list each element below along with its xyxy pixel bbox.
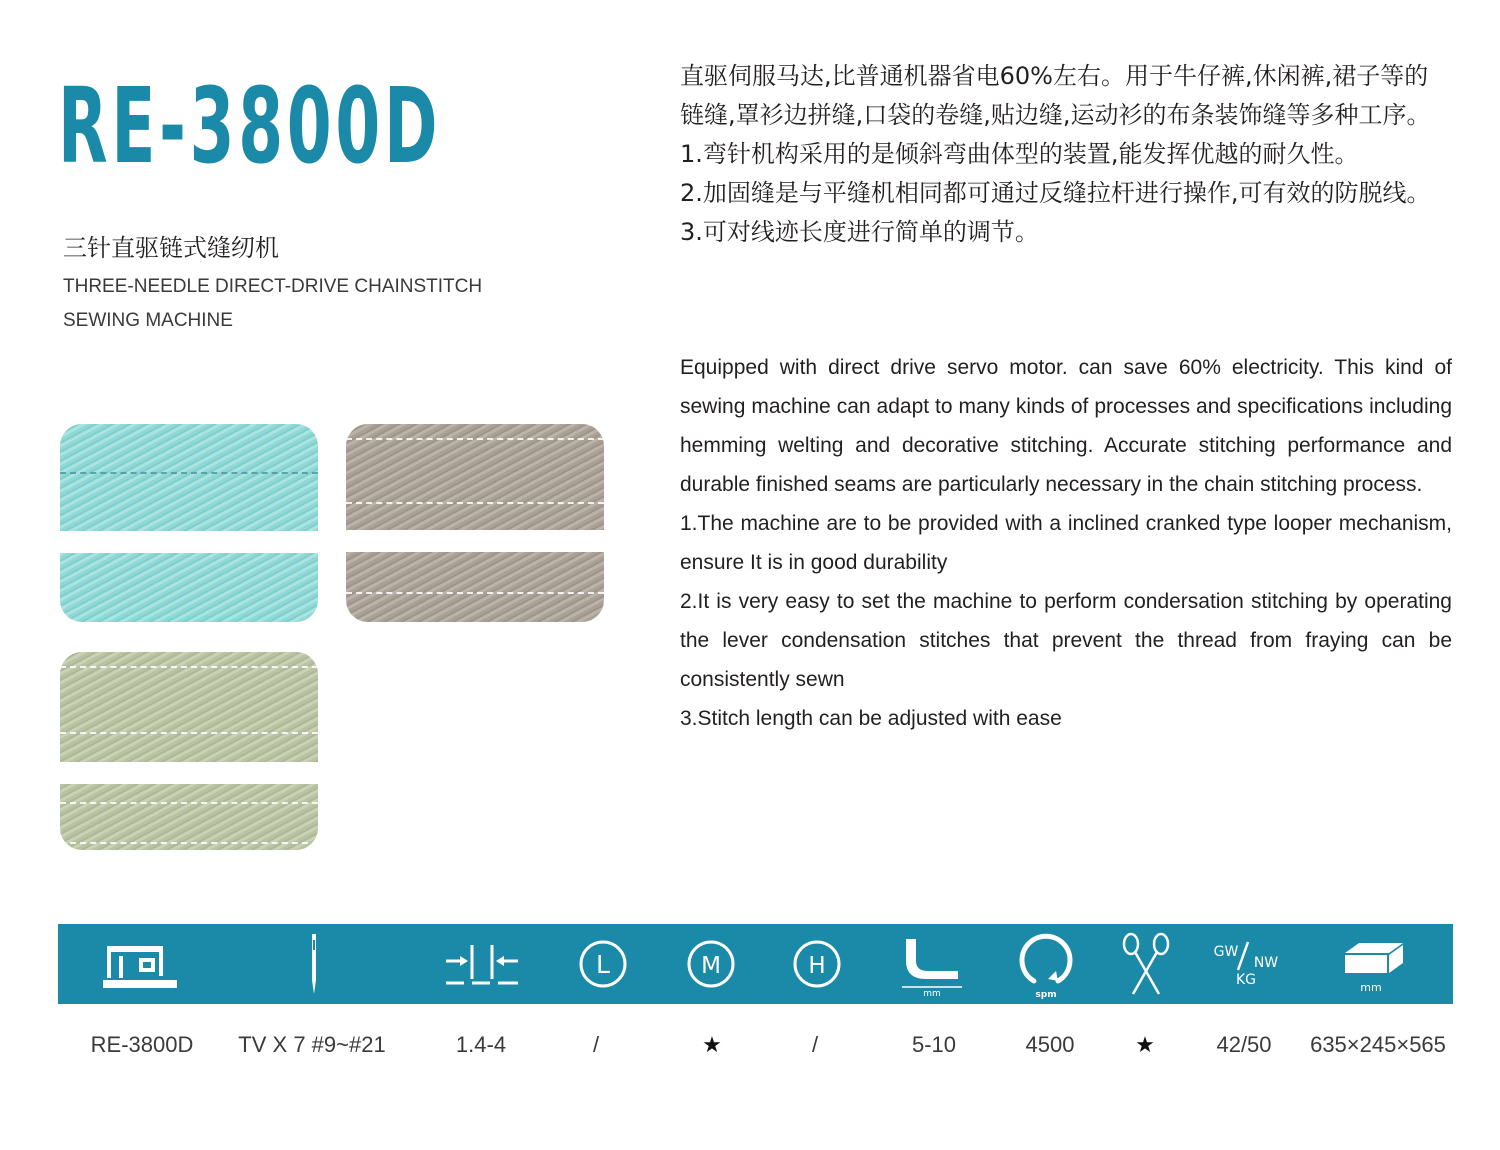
- speed-icon: [1018, 924, 1074, 1004]
- fabric-sample-green: [60, 652, 318, 850]
- description-cn-point-2: 2.加固缝是与平缝机相同都可通过反缝拉杆进行操作,可有效的防脱线。: [680, 179, 1431, 207]
- description-en-intro: Equipped with direct drive servo motor. can save 60% electricity. This kind of sewing machine can adapt to many kinds of processes and specifications including hemming welting and decorative stitching. Accurate stitching performance and durable finished seams are particularly necessary in the chain stitching process.: [680, 356, 1452, 496]
- model-title: RE-3800D: [58, 65, 442, 187]
- spec-dimensions: 635×245×565: [1310, 1032, 1446, 1057]
- light-material-icon: [578, 924, 628, 1004]
- spec-light: /: [592, 1032, 600, 1057]
- weight-nw-label: NW: [1253, 955, 1279, 971]
- medium-material-icon: [686, 924, 736, 1004]
- subtitle-chinese: 三针直驱链式缝纫机: [63, 234, 279, 262]
- description-en-point-1: 1.The machine are to be provided with a inclined cranked type looper mechanism, ensure It is in good durability: [680, 512, 1473, 574]
- heavy-material-icon: [792, 924, 842, 1004]
- spec-medium: ★: [702, 1032, 722, 1057]
- speed-unit: spm: [1035, 990, 1057, 999]
- presser-foot-lift-icon: [900, 924, 964, 1004]
- spec-trimmer: ★: [1135, 1032, 1155, 1057]
- spec-speed: 4500: [1025, 1032, 1075, 1057]
- description-english: [680, 348, 1473, 738]
- weight-gw-label: GW: [1213, 944, 1239, 960]
- subtitle-english: THREE-NEEDLE DIRECT-DRIVE CHAINSTITCH SEWING MACHINE: [63, 276, 483, 331]
- description-en-point-3: 3.Stitch length can be adjusted with ease: [680, 707, 1062, 730]
- spec-weight: 42/50: [1216, 1032, 1272, 1057]
- spec-model: RE-3800D: [90, 1032, 194, 1057]
- spec-icon-bar: [58, 924, 1453, 1004]
- fabric-sample-grey: [346, 424, 604, 622]
- medium-letter: M: [701, 953, 721, 979]
- description-cn-point-1: 1.弯针机构采用的是倾斜弯曲体型的装置,能发挥优越的耐久性。: [680, 140, 1359, 168]
- light-letter: L: [596, 950, 610, 979]
- spec-stitch-length: 1.4-4: [455, 1032, 507, 1057]
- dimensions-unit: mm: [1360, 981, 1382, 993]
- description-cn-intro: 直驱伺服马达,比普通机器省电60%左右。用于牛仔裤,休闲裤,裙子等的链缝,罩衫边拼缝,口袋的卷缝,贴边缝,运动衫的布条装饰缝等多种工序。: [680, 62, 1431, 129]
- sewing-machine-icon: [100, 924, 180, 1004]
- weight-icon: [1208, 924, 1284, 1004]
- stitch-length-icon: [442, 924, 522, 1004]
- dimensions-icon: [1340, 924, 1408, 1004]
- spec-values-row: [0, 1030, 1500, 1060]
- description-cn-point-3: 3.可对线迹长度进行简单的调节。: [680, 218, 1039, 246]
- description-en-point-2: 2.It is very easy to set the machine to perform condersation stitching by operating the lever condensation stitches that prevent the thread from fraying can be consistently sewn: [680, 590, 1452, 691]
- fabric-sample-teal: [60, 424, 318, 622]
- thread-trimmer-icon: [1118, 924, 1174, 1004]
- weight-kg-label: KG: [1235, 972, 1257, 988]
- needle-icon: [294, 924, 334, 1004]
- spec-needle: TV X 7 #9~#21: [238, 1032, 386, 1057]
- presser-foot-unit: mm: [923, 989, 941, 997]
- spec-presser-foot: 5-10: [911, 1032, 957, 1057]
- heavy-letter: H: [808, 953, 826, 979]
- spec-heavy: /: [811, 1032, 819, 1057]
- description-chinese: [680, 57, 1452, 252]
